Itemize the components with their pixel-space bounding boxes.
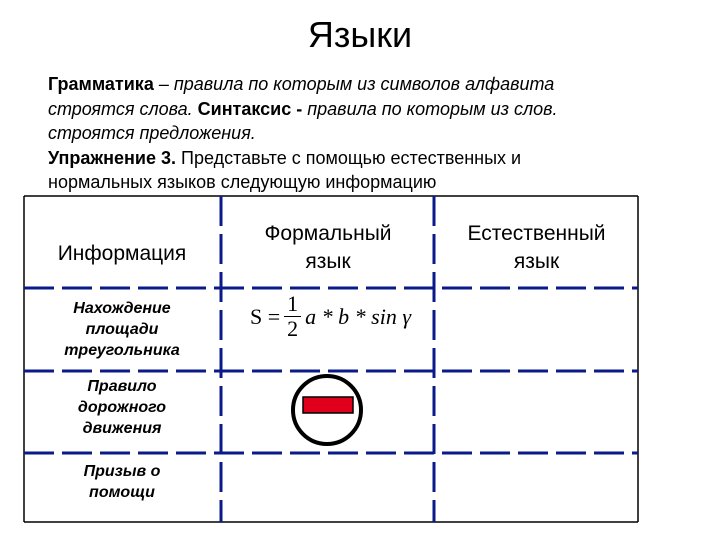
row-label-triangle-area: Нахождение площади треугольника (64, 300, 180, 359)
row-label-traffic-rule: Правило дорожного движения (77, 378, 167, 437)
exercise-label: Упражнение 3. (48, 147, 176, 168)
term-syntax: Синтаксис - (197, 98, 303, 119)
header-information: Информация (57, 242, 187, 265)
row-label-call-for-help: Призыв о помощи (83, 463, 161, 501)
header-formal-language: Формальный язык (264, 222, 392, 273)
formula-fraction: $\frac{1}{2}$ (284, 292, 301, 341)
no-entry-bar (303, 397, 353, 413)
intro-text: Грамматика – правила по которым из символов алфавита строятся слова. Синтаксис - правила по которым из слов. строятся предложения. Упражнение 3. Представьте с помощью естественных и нормальных языков следующую информацию (48, 74, 558, 192)
header-natural-language: Естественный язык (467, 222, 606, 273)
term-grammar: Грамматика (48, 74, 154, 94)
page-title: Языки (307, 14, 413, 55)
triangle-area-formula: S = $\frac{1}{2}$ a * b * sin γ (250, 291, 411, 341)
